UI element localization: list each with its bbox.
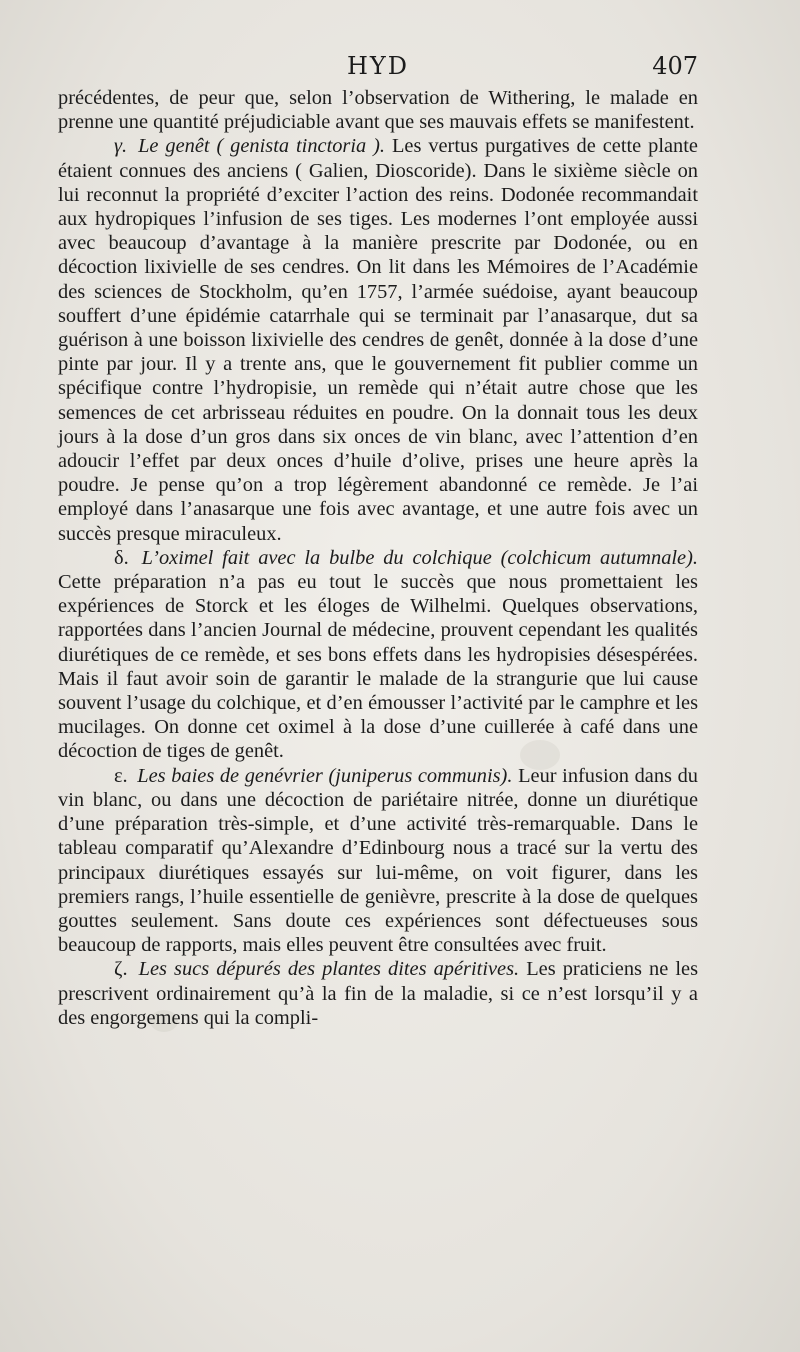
paragraph-continuation: [58, 86, 698, 134]
paragraph-text: Les vertus purgatives de cette plante étaient connues des anciens ( Galien, Dioscoride). Dans le sixième siècle on lui reconnut la propriété d’exciter l’action des reins. Dodonée recommandait aux hydropiques l’infusion de ses tiges. Les modernes l’ont employée aussi avec beaucoup d’avantage à la manière prescrite par Dodonée, ou en décoction lixivielle de ses cendres. On lit dans les Mémoires de l’Académie des sciences de Stockholm, qu’en 1757, l’armée suédoise, ayant beaucoup souffert d’une épidémie catarrhale qui se terminait par l’anasarque, dut sa guérison à une boisson lixivielle des cendres de genêt, donnée à la dose d’une pinte par jour. Il y a trente ans, que le gouvernement fit publier comme un spécifique contre l’hydropisie, un remède qui n’était autre chose que les semences de cet arbrisseau réduites en poudre. On la donnait tous les deux jours à la dose d’un gros dans six onces de vin blanc, avec l’attention d’en adoucir l’effet par deux onces d’huile d’olive, prises une heure après la poudre. Je pense qu’on a trop légèrement abandonné ce remède. Je l’ai employé dans l’anasarque une fois avec avantage, et une autre fois avec un succès presque miraculeux.: [58, 135, 698, 545]
section-heading: Les sucs dépurés des plantes dites apéritives.: [138, 958, 520, 981]
section-marker: δ.: [114, 546, 129, 569]
paragraph-text: Les praticiens ne les prescrivent ordinairement qu’à la fin de la maladie, si ce n’est lorsqu’il y a des engorgemens qui la compli-: [58, 958, 698, 1029]
paragraph-text: Cette préparation n’a pas eu tout le succès que nous promettaient les expériences de Storck et les éloges de Wilhelmi. Quelques observations, rapportées dans l’ancien Journal de médecine, prouvent cependant les qualités diurétiques de ce remède, et ses bons effets dans les hydropisies désespérées. Mais il faut avoir soin de garantir le malade de la strangurie que lui cause souvent l’usage du colchique, et d’en émousser l’activité par le camphre et les mucilages. On donne cet oximel à la dose d’une cuillerée à café dans une décoction de tiges de genêt.: [58, 571, 698, 763]
section-marker: γ.: [114, 135, 128, 158]
paragraph-delta: [58, 546, 698, 764]
paragraph-text: précédentes, de peur que, selon l’observation de Withering, le malade en prenne une quantité préjudiciable avant que ses mauvais effets se manifestent.: [58, 87, 698, 134]
running-head: HYD: [346, 52, 409, 80]
section-heading: Le genêt ( genista tinctoria ).: [138, 135, 386, 158]
section-heading: L’oximel fait avec la bulbe du colchique (colchicum autumnale).: [141, 546, 698, 569]
paragraph-text: Leur infusion dans du vin blanc, ou dans une décoction de pariétaire nitrée, donne un diurétique d’une préparation très-simple, et d’une activité très-remarquable. Dans le tableau comparatif qu’Alexandre d’Edinbourg nous a tracé sur la vertu des principaux diurétiques essayés sur lui-même, on voit figurer, dans les premiers rangs, l’huile essentielle de genièvre, prescrite à la dose de quelques gouttes seulement. Sans doute ces expériences sont défectueuses sous beaucoup de rapports, mais elles peuvent être consultées avec fruit.: [58, 764, 698, 957]
section-heading: Les baies de genévrier (juniperus communis).: [137, 764, 513, 787]
paragraph-gamma: [58, 134, 698, 545]
page-header: [58, 52, 698, 86]
page-number: 407: [652, 52, 698, 80]
section-marker: ε.: [114, 764, 128, 787]
paragraph-zeta: [58, 957, 698, 1030]
section-marker: ζ.: [114, 958, 128, 981]
paragraph-epsilon: [58, 764, 698, 958]
body-text: [58, 86, 698, 1030]
